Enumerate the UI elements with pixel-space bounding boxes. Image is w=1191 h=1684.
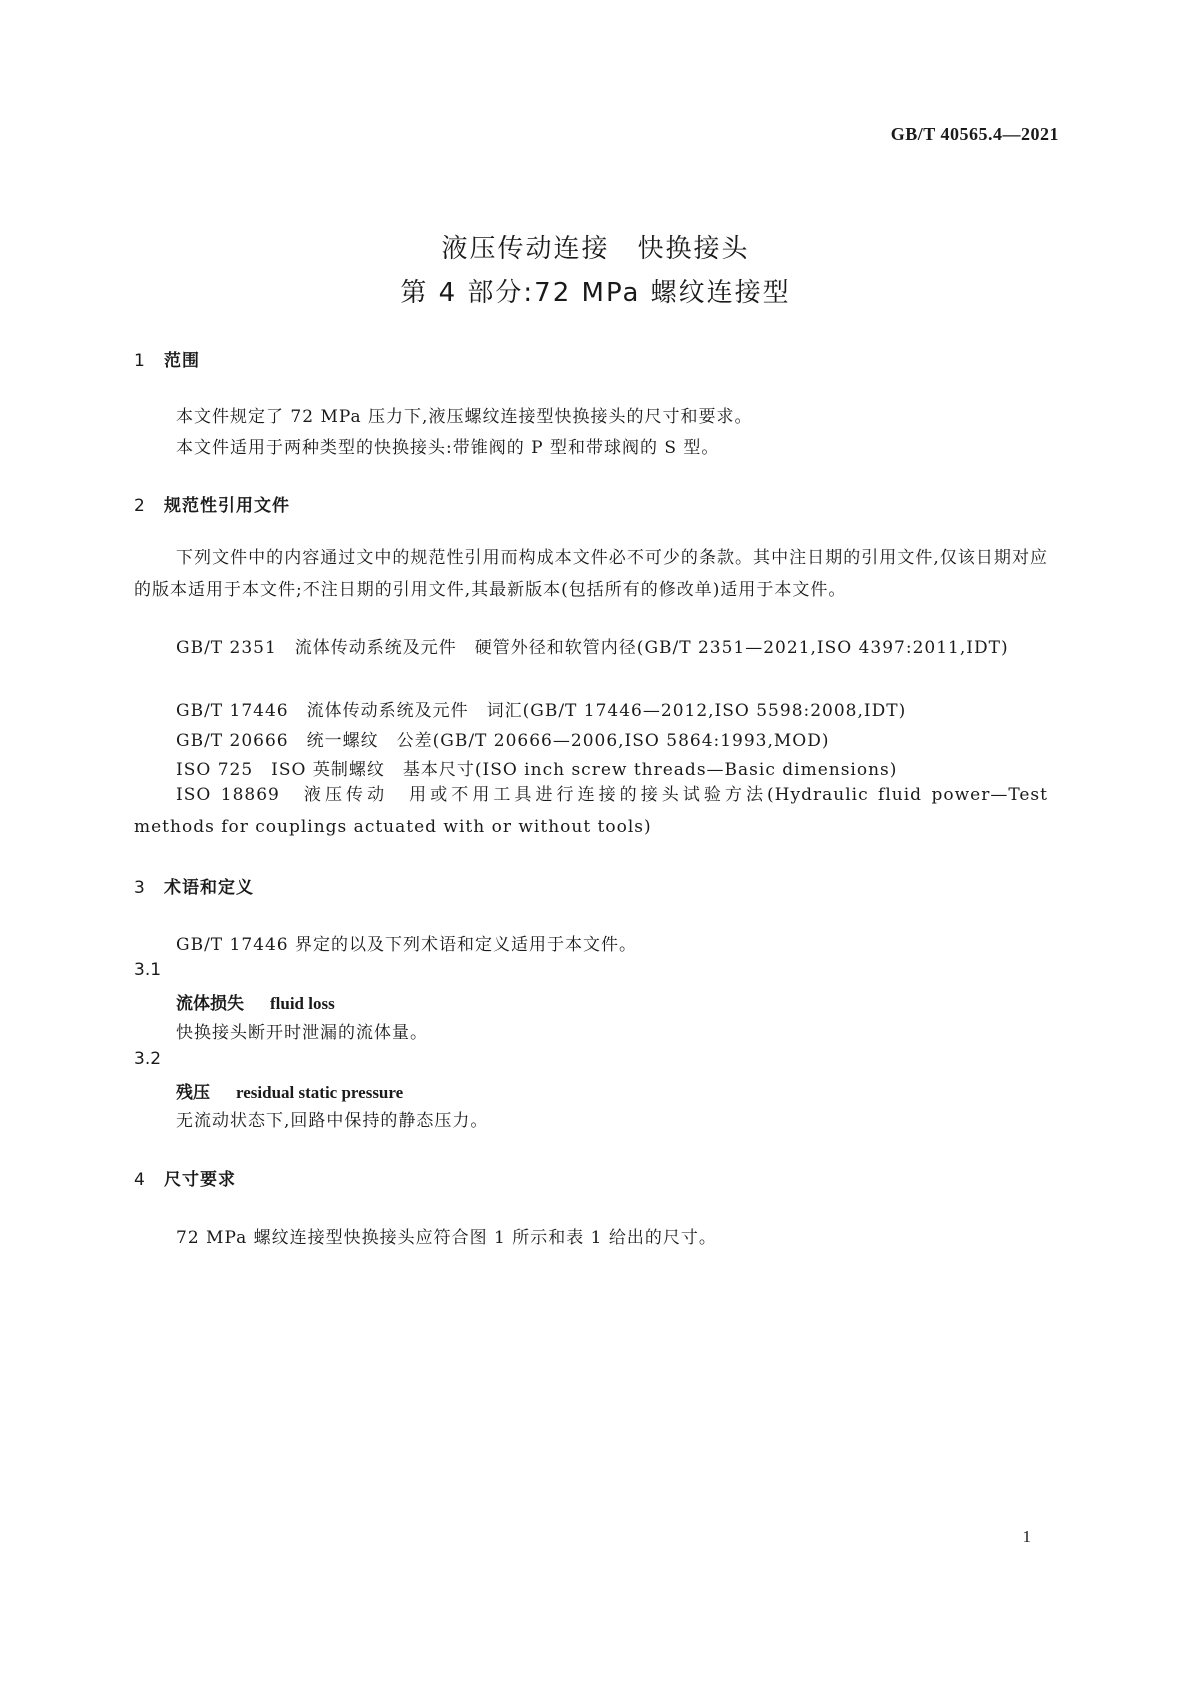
- dimensions-paragraph: 72 MPa 螺纹连接型快换接头应符合图 1 所示和表 1 给出的尺寸。: [176, 1228, 717, 1248]
- section-title: 术语和定义: [164, 878, 254, 898]
- section-1-heading: [134, 346, 200, 371]
- term-3-2-definition: 无流动状态下,回路中保持的静态压力。: [176, 1111, 489, 1131]
- term-english: residual static pressure: [236, 1083, 404, 1102]
- reference-gbt-17446: GB/T 17446 流体传动系统及元件 词汇(GB/T 17446—2012,ISO 5598:2008,IDT): [176, 701, 907, 721]
- section-4-heading: [134, 1165, 236, 1190]
- term-3-2: [176, 1078, 403, 1103]
- section-2-heading: [134, 491, 290, 516]
- term-3-2-number: 3.2: [134, 1049, 162, 1069]
- reference-iso-725: ISO 725 ISO 英制螺纹 基本尺寸(ISO inch screw threads—Basic dimensions): [176, 760, 898, 780]
- reference-gbt-20666: GB/T 20666 统一螺纹 公差(GB/T 20666—2006,ISO 5864:1993,MOD): [176, 731, 830, 751]
- scope-paragraph-1: 本文件规定了 72 MPa 压力下,液压螺纹连接型快换接头的尺寸和要求。: [176, 407, 753, 427]
- term-chinese: 残压: [176, 1083, 210, 1103]
- scope-paragraph-2: 本文件适用于两种类型的快换接头:带锥阀的 P 型和带球阀的 S 型。: [176, 438, 720, 458]
- section-title: 规范性引用文件: [164, 496, 290, 516]
- section-number: 4: [134, 1170, 146, 1190]
- reference-iso-18869: ISO 18869 液压传动 用或不用工具进行连接的接头试验方法(Hydraulic fluid power—Test methods for couplings actuated with or without tools): [134, 785, 1048, 837]
- section-3-heading: [134, 873, 254, 898]
- section-number: 3: [134, 878, 146, 898]
- document-title-line1: 液压传动连接 快换接头: [441, 234, 750, 264]
- section-title: 范围: [164, 351, 200, 371]
- term-3-1-definition: 快换接头断开时泄漏的流体量。: [176, 1023, 428, 1043]
- references-intro: 下列文件中的内容通过文中的规范性引用而构成本文件必不可少的条款。其中注日期的引用文件,仅该日期对应的版本适用于本文件;不注日期的引用文件,其最新版本(包括所有的修改单)适用于本文件。: [134, 548, 1048, 600]
- page-number: 1: [1022, 1527, 1031, 1546]
- section-number: 1: [134, 351, 146, 371]
- term-3-1: [176, 989, 335, 1014]
- document-title-line2: 第 4 部分:72 MPa 螺纹连接型: [400, 278, 791, 308]
- reference-gbt-2351: GB/T 2351 流体传动系统及元件 硬管外径和软管内径(GB/T 2351—2021,ISO 4397:2011,IDT): [176, 638, 1009, 658]
- section-number: 2: [134, 496, 146, 516]
- terms-intro: GB/T 17446 界定的以及下列术语和定义适用于本文件。: [176, 935, 638, 955]
- section-title: 尺寸要求: [164, 1170, 236, 1190]
- term-3-1-number: 3.1: [134, 960, 162, 980]
- term-chinese: 流体损失: [176, 994, 244, 1014]
- standard-code: GB/T 40565.4—2021: [890, 124, 1059, 144]
- term-english: fluid loss: [270, 994, 335, 1013]
